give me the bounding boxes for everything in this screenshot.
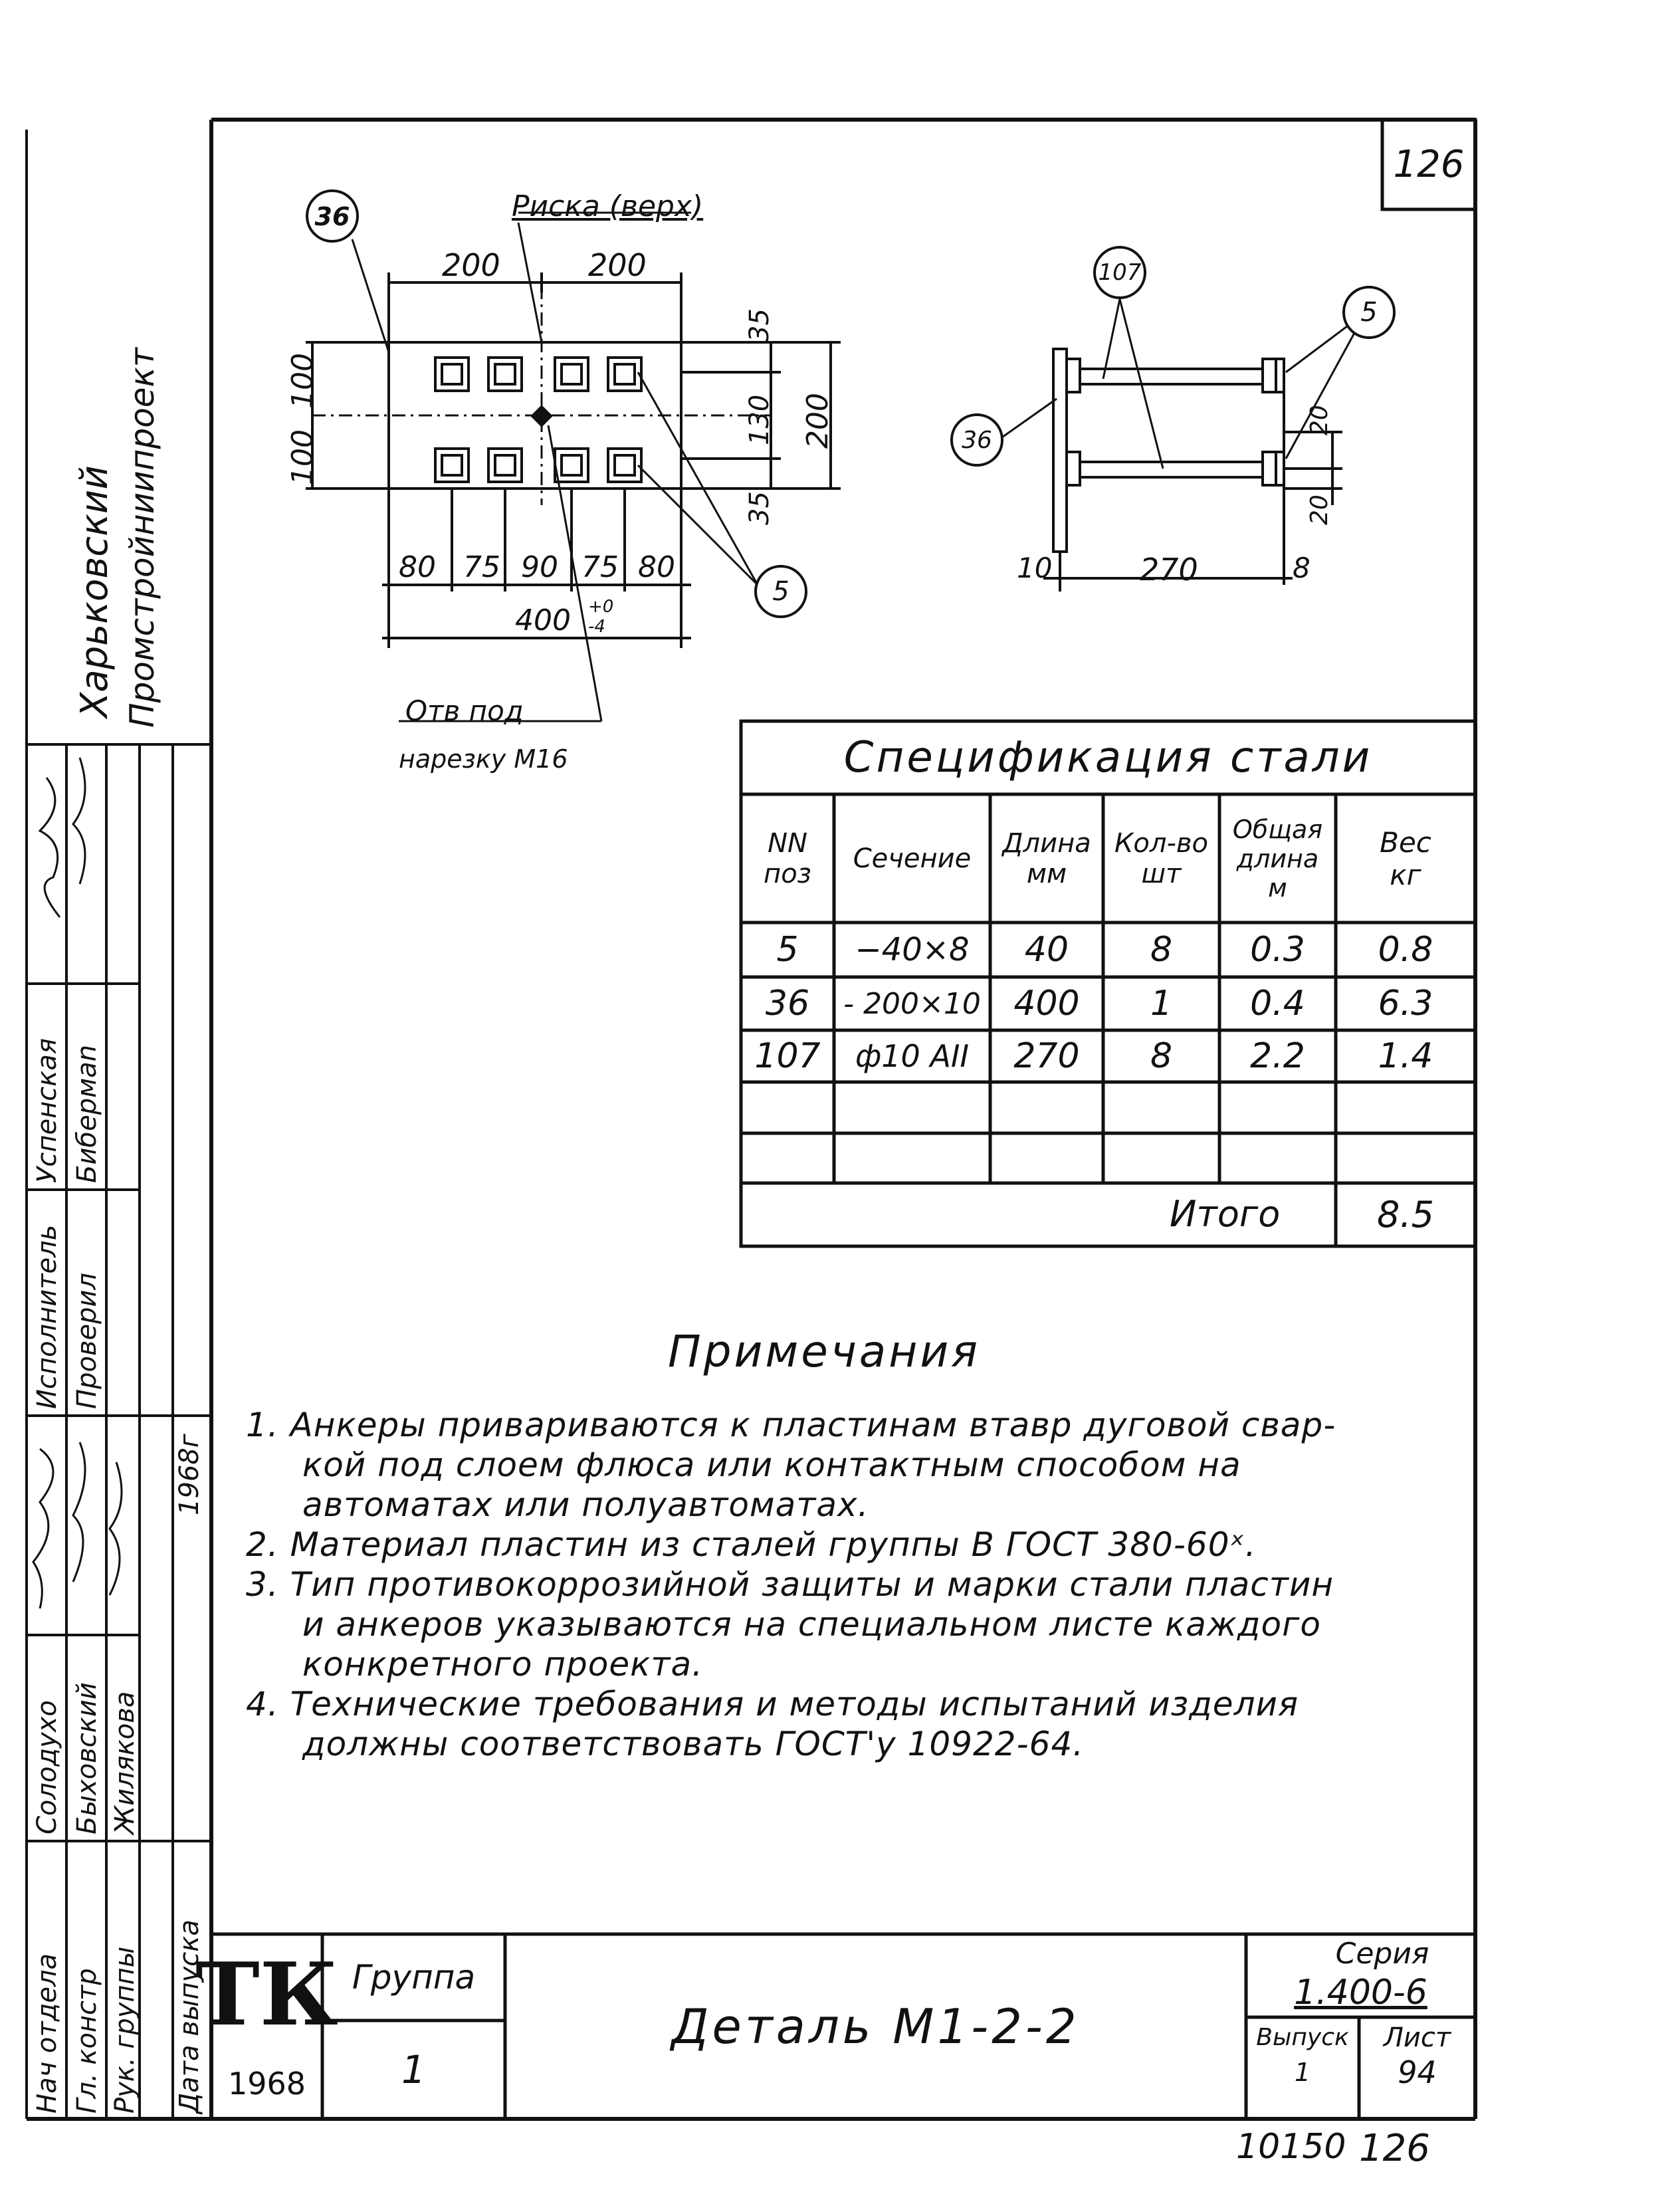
note-line-2: кой под слоем флюса или контактным способом на [302,1446,1241,1484]
org-line-2: Промстройниипроект [123,348,161,728]
header-total-length-line2: длина [1236,843,1319,873]
note-line-1: 1. Анкеры привариваются к пластинам втавр дуговой свар- [246,1406,1336,1444]
row1-length: 40 [1024,930,1069,970]
dim-bottom-4: 75 [581,550,619,584]
dim-bottom-1: 80 [399,550,436,584]
sheet-label: Лист [1383,2022,1451,2053]
header-total-length-line3: м [1268,873,1287,903]
header-qty [1103,794,1219,923]
row2-weight: 6.3 [1378,984,1433,1024]
header-weight-line2: кг [1390,858,1421,891]
tolerance-minus: -4 [588,617,605,637]
header-total-length [1219,794,1336,923]
note-line-9: должны соответствовать ГОСТ'у 10922-64. [302,1725,1085,1763]
note-line-6: и анкеров указываются на специальном листе каждого [302,1605,1321,1644]
row1-pos: 5 [776,930,799,970]
header-qty-line2: шт [1141,858,1182,889]
side-dim-upper: 20 [1306,405,1333,435]
header-pos-line1: NN [768,827,807,859]
signature-scribbles [33,758,122,1608]
risk-label: Риска (верх) [512,189,704,223]
org-line-1: Харьковский [73,465,116,718]
dim-left-lower: 100 [286,429,320,485]
callout-107-label: 107 [1098,259,1142,286]
note-line-4: 2. Материал пластин из сталей группы В ГОСТ 380-60ˣ. [246,1525,1257,1564]
callout-5-plan-label: 5 [772,576,789,607]
role-ispolnitel: Исполнитель [32,1224,62,1409]
tk-logo-year: 1968 [227,2066,306,2102]
plan-view [306,213,841,721]
row3-section: ф10 AII [855,1038,970,1074]
role-proveril: Проверил [72,1272,102,1409]
side-plate [1053,349,1067,552]
total-label: Итого [1170,1193,1281,1235]
name-gl-konstr: Быховский [72,1682,102,1834]
release-year: 1968г [174,1434,205,1515]
header-length-line1: Длина [1002,827,1091,859]
role-data-vypuska: Дата выпуска [174,1919,205,2114]
row3-total-length: 2.2 [1250,1036,1305,1076]
role-ruk-gruppy: Рук. группы [110,1946,140,2114]
row2-section: - 200×10 [843,986,981,1021]
header-qty-line1: Кол-во [1114,827,1208,859]
dim-bottom-3: 90 [521,550,558,584]
row2-total-length: 0.4 [1250,984,1305,1024]
row3-length: 270 [1013,1036,1080,1076]
header-section [834,794,990,923]
side-dim-lower: 20 [1306,494,1333,525]
dim-bottom-5: 80 [638,550,675,584]
tolerance-plus: +0 [588,597,614,617]
row2-qty: 1 [1150,984,1173,1024]
dim-right-top: 35 [744,308,775,342]
group-value: 1 [401,2047,426,2092]
dim-top-right: 200 [588,247,647,283]
role-gl-konstr: Гл. констр [72,1968,102,2114]
name-proveril: Бибермаn [72,1044,102,1183]
row2-length: 400 [1013,984,1080,1024]
row1-qty: 8 [1150,930,1173,970]
dim-right-bottom: 35 [744,491,775,525]
note-line-8: 4. Технические требования и методы испытаний изделия [246,1685,1299,1723]
header-pos-line2: поз [764,858,811,889]
role-nach-otdela: Нач отдела [32,1953,62,2114]
footer-code-right: 126 [1359,2127,1430,2170]
row3-qty: 8 [1150,1036,1173,1076]
callout-36-plan-label: 36 [314,202,350,231]
callout-36-side-label: 36 [962,426,992,454]
issue-label: Выпуск [1256,2024,1349,2051]
issue-value: 1 [1294,2057,1311,2087]
side-dim-left: 10 [1017,552,1053,584]
row1-section: −40×8 [855,931,970,968]
side-dim-right: 8 [1293,552,1311,584]
sheet-number: 126 [1393,143,1465,186]
row1-weight: 0.8 [1378,930,1433,970]
note-line-3: автоматах или полуавтоматах. [302,1485,869,1524]
note-line-7: конкретного проекта. [302,1645,703,1684]
header-total-length-line1: Общая [1232,814,1323,844]
sheet-value: 94 [1398,2054,1437,2090]
side-view [1000,299,1366,592]
spec-table-title: Спецификация стали [843,733,1373,782]
dim-total: 400 [515,603,571,637]
row3-pos: 107 [754,1036,821,1076]
total-value: 8.5 [1377,1194,1434,1236]
note-line-5: 3. Тип противокоррозийной защиты и марки стали пластин [246,1565,1334,1604]
hole-label-line1: Отв под [405,695,524,727]
header-weight [1336,794,1475,923]
anchor-squares-bottom [435,449,641,482]
header-weight-line1: Вес [1380,825,1431,859]
dim-right-mid: 130 [744,394,775,445]
series-label: Серия [1335,1937,1429,1971]
dim-left-upper: 100 [286,353,320,409]
header-length [990,794,1103,923]
name-ruk-gruppy: Жилякова [110,1691,140,1834]
dim-bottom-2: 75 [463,550,500,584]
row1-total-length: 0.3 [1250,930,1305,970]
tk-logo: ТК [195,1943,338,2045]
notes-title: Примечания [668,1326,980,1377]
row2-pos: 36 [765,984,810,1024]
dim-right-total: 200 [801,393,835,449]
detail-title: Деталь М1-2-2 [671,1999,1080,2054]
name-nach-otdela: Солодухо [32,1700,62,1834]
hole-label-line2: нарезку М16 [399,744,568,774]
header-length-line2: мм [1026,858,1067,889]
footer-code-left: 10150 [1236,2127,1346,2167]
callout-5-side-label: 5 [1360,297,1378,328]
dim-top-left: 200 [442,247,500,283]
side-dim-length: 270 [1140,552,1198,588]
series-value: 1.400-6 [1294,1972,1427,2013]
header-section-line1: Сечение [853,843,972,874]
name-ispolnitel: Успенская [32,1038,62,1183]
anchor-squares-top [435,358,641,391]
group-label: Группа [352,1958,476,1997]
row3-weight: 1.4 [1378,1036,1433,1076]
header-pos [741,794,834,923]
